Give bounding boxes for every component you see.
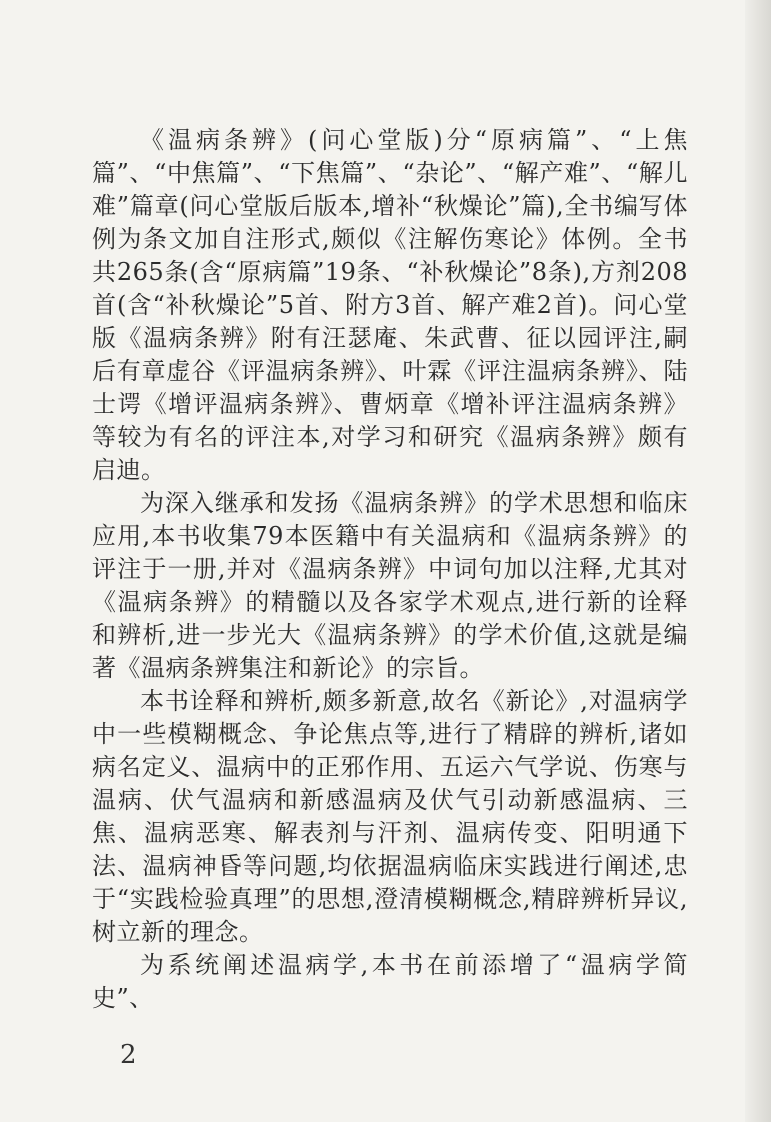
paragraph-1: 《温病条辨》(问心堂版)分“原病篇”、“上焦篇”、“中焦篇”、“下焦篇”、“杂论”、“解产难”、“解儿难”篇章(问心堂版后版本,增补“秋燥论”篇),全书编写体例为条文加自注形式,颇似《注解伤寒论》体例。全书共265条(含“原病篇”19条、“补秋燥论”8条),方剂208首(含“补秋燥论”5首、附方3首、解产难2首)。问心堂版《温病条辨》附有汪瑟庵、朱武曹、征以园评注,嗣后有章虚谷《评温病条辨》、叶霖《评注温病条辨》、陆士谔《增评温病条辨》、曹炳章《增补评注温病条辨》等较为有名的评注本,对学习和研究《温病条辨》颇有启迪。 (92, 126, 688, 484)
body-text (92, 124, 688, 1015)
paragraph-2: 为深入继承和发扬《温病条辨》的学术思想和临床应用,本书收集79本医籍中有关温病和《温病条辨》的评注于一册,并对《温病条辨》中词句加以注释,尤其对《温病条辨》的精髓以及各家学术观点,进行新的诠释和辨析,进一步光大《温病条辨》的学术价值,这就是编著《温病条辨集注和新论》的宗旨。 (92, 489, 688, 682)
paragraph-3: 本书诠释和辨析,颇多新意,故名《新论》,对温病学中一些模糊概念、争论焦点等,进行了精辟的辨析,诸如病名定义、温病中的正邪作用、五运六气学说、伤寒与温病、伏气温病和新感温病及伏气引动新感温病、三焦、温病恶寒、解表剂与汗剂、温病传变、阳明通下法、温病神昏等问题,均依据温病临床实践进行阐述,忠于“实践检验真理”的思想,澄清模糊概念,精辟辨析异议,树立新的理念。 (92, 687, 688, 946)
page-number: 2 (120, 1040, 137, 1070)
paragraph-4: 为系统阐述温病学,本书在前添增了“温病学简史”、 (92, 951, 688, 1012)
page-edge-shadow (745, 0, 771, 1122)
